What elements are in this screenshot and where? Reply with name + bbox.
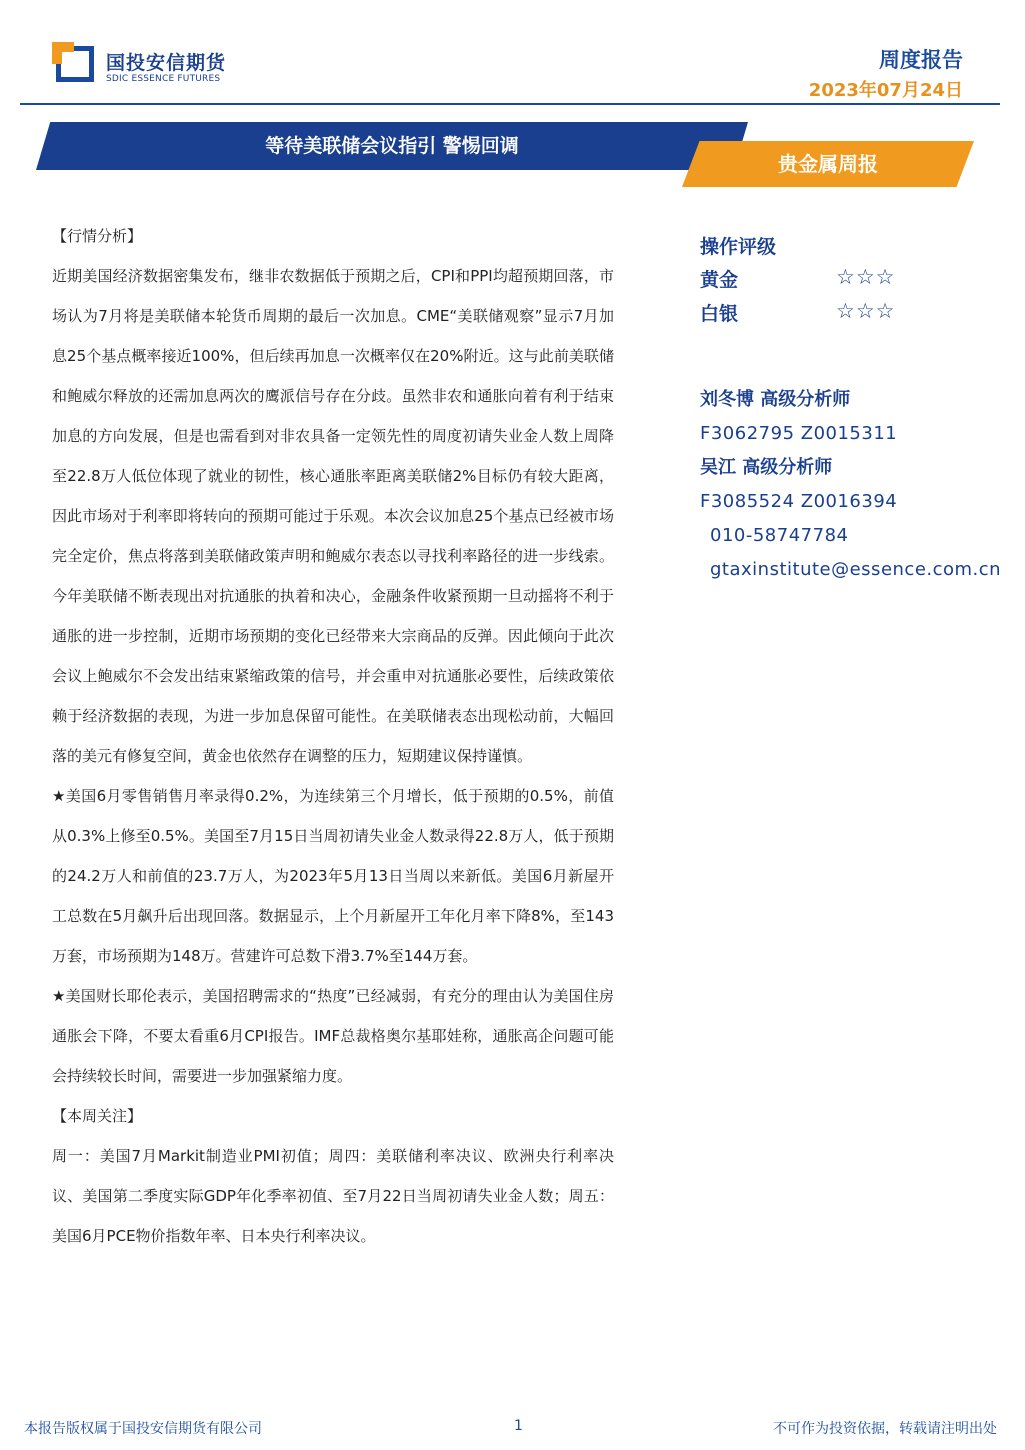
- rating-row-gold: [700, 265, 1025, 299]
- contact-phone: 010-58747784: [710, 525, 849, 546]
- paragraph-officials: ★美国财长耶伦表示，美国招聘需求的“热度”已经减弱，有充分的理由认为美国住房通胀会下降，不要太看重6月CPI报告。IMF总裁格奥尔基耶娃称，通胀高企问题可能会持续较长时间，需要进一步加强紧缩力度。: [52, 987, 614, 1085]
- analyst-name: 吴江 高级分析师: [700, 457, 833, 478]
- rating-name: 白银: [700, 303, 739, 325]
- rating-stars-icon: ☆☆☆: [836, 299, 896, 323]
- sidebar: [700, 232, 1025, 587]
- paragraph-us-data: ★美国6月零售销售月率录得0.2%，为连续第三个月增长，低于预期的0.5%，前值从0.3%上修至0.5%。美国至7月15日当周初请失业金人数录得22.8万人，低于预期的24.2万人和前值的23.7万人，为2023年5月13日当周以来新低。美国6月新屋开工总数在5月飙升后出现回落。数据显示，上个月新屋开工年化月率下降8%，至143万套，市场预期为148万。营建许可总数下滑3.7%至144万套。: [52, 787, 614, 965]
- contact-email[interactable]: gtaxinstitute@essence.com.cn: [710, 559, 1002, 580]
- report-title: 等待美联储会议指引 警惕回调: [265, 135, 519, 157]
- report-type: 周度报告: [879, 48, 963, 72]
- rating-title: 操作评级: [700, 236, 777, 258]
- analyst-codes: F3062795 Z0015311: [700, 423, 898, 444]
- footer-copyright: 本报告版权属于国投安信期货有限公司: [24, 1421, 262, 1437]
- rating-row-silver: [700, 299, 1025, 333]
- analyst-name: 刘冬博 高级分析师: [700, 389, 851, 410]
- report-tag: 贵金属周报: [778, 152, 878, 176]
- analyst-codes: F3085524 Z0016394: [700, 491, 898, 512]
- report-date: 2023年07月24日: [808, 80, 963, 101]
- header-divider: [20, 103, 1000, 105]
- section-heading-watch: 【本周关注】: [52, 1107, 143, 1125]
- company-logo: [52, 42, 252, 92]
- page-number: 1: [514, 1418, 523, 1434]
- logo-cn-text: 国投安信期货: [106, 52, 227, 74]
- main-content: [52, 216, 614, 1256]
- analyst-block: [700, 383, 1025, 587]
- logo-en-text: SDIC ESSENCE FUTURES: [106, 74, 221, 84]
- section-heading-analysis: 【行情分析】: [52, 227, 143, 245]
- rating-stars-icon: ☆☆☆: [836, 265, 896, 289]
- paragraph-calendar: 周一：美国7月Markit制造业PMI初值；周四：美联储利率决议、欧洲央行利率决议、美国第二季度实际GDP年化季率初值、至7月22日当周初请失业金人数；周五：美国6月PCE物价指数年率、日本央行利率决议。: [52, 1147, 614, 1245]
- footer-disclaimer: 不可作为投资依据，转载请注明出处: [773, 1421, 997, 1437]
- paragraph-analysis: 近期美国经济数据密集发布，继非农数据低于预期之后，CPI和PPI均超预期回落，市场认为7月将是美联储本轮货币周期的最后一次加息。CME“美联储观察”显示7月加息25个基点概率接近100%，但后续再加息一次概率仅在20%附近。这与此前美联储和鲍威尔释放的还需加息两次的鹰派信号存在分歧。虽然非农和通胀向着有利于结束加息的方向发展，但是也需看到对非农具备一定领先性的周度初请失业金人数上周降至22.8万人低位体现了就业的韧性，核心通胀率距离美联储2%目标仍有较大距离，因此市场对于利率即将转向的预期可能过于乐观。本次会议加息25个基点已经被市场完全定价，焦点将落到美联储政策声明和鲍威尔表态以寻找利率路径的进一步线索。今年美联储不断表现出对抗通胀的执着和决心，金融条件收紧预期一旦动摇将不利于通胀的进一步控制，近期市场预期的变化已经带来大宗商品的反弹。因此倾向于此次会议上鲍威尔不会发出结束紧缩政策的信号，并会重申对抗通胀必要性，后续政策依赖于经济数据的表现，为进一步加息保留可能性。在美联储表态出现松动前，大幅回落的美元有修复空间，黄金也依然存在调整的压力，短期建议保持谨慎。: [52, 267, 614, 765]
- logo-mark-icon: [52, 42, 98, 86]
- rating-name: 黄金: [700, 269, 739, 291]
